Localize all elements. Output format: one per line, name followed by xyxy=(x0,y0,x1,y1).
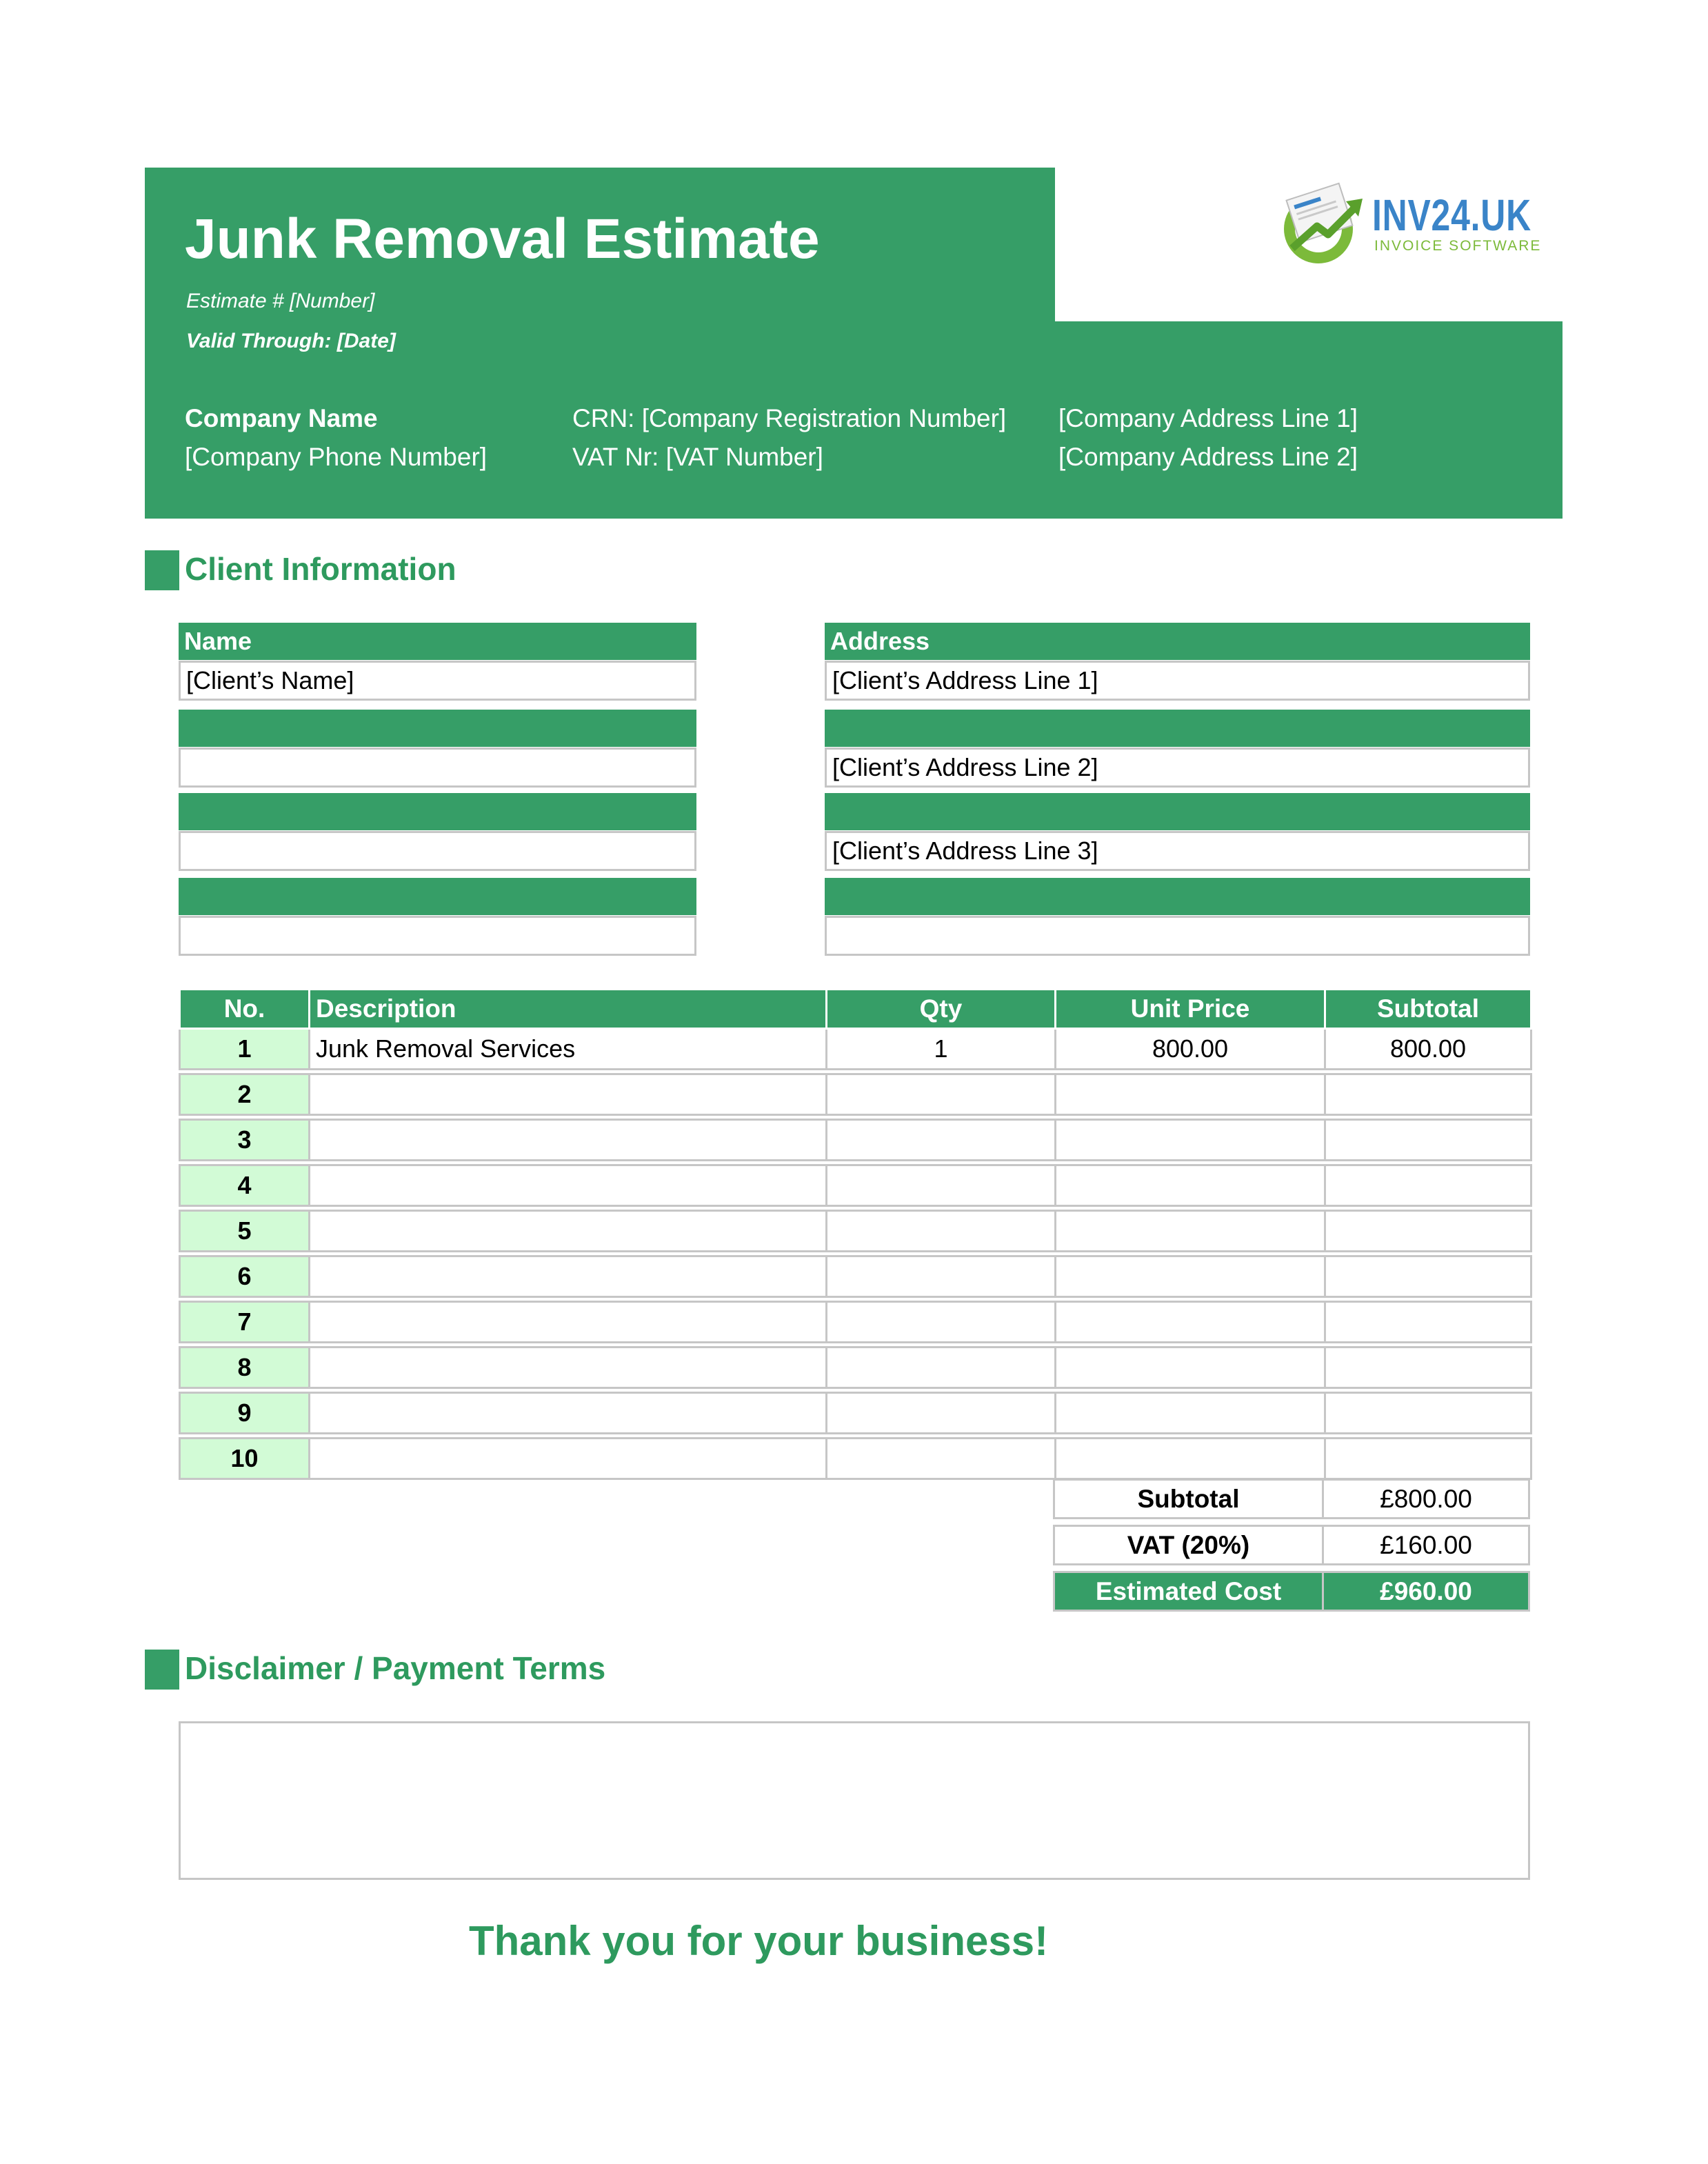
row-spacer-cell xyxy=(180,1252,1531,1256)
client-name-field[interactable] xyxy=(179,661,696,701)
client-field-header xyxy=(179,878,696,915)
client-field[interactable] xyxy=(179,831,696,871)
estimate-number: Estimate # [Number] xyxy=(186,290,375,312)
client-field-header xyxy=(179,710,696,747)
row-unit-price[interactable] xyxy=(1056,1256,1325,1297)
row-description[interactable] xyxy=(310,1439,827,1479)
thank-you-message: Thank you for your business! xyxy=(468,1918,1049,1964)
subtotal-value: £800.00 xyxy=(1322,1479,1530,1519)
row-unit-price[interactable] xyxy=(1056,1120,1325,1161)
logo-wordmark: INV24.UK xyxy=(1372,190,1531,240)
row-qty[interactable] xyxy=(827,1165,1056,1206)
row-spacer xyxy=(180,1297,1531,1302)
row-description[interactable] xyxy=(310,1074,827,1115)
row-qty[interactable] xyxy=(827,1302,1056,1343)
row-subtotal[interactable] xyxy=(1325,1348,1531,1388)
row-number: 6 xyxy=(180,1256,310,1297)
row-number: 10 xyxy=(180,1439,310,1479)
table-row xyxy=(180,1302,1531,1343)
company-address-line-2: [Company Address Line 2] xyxy=(1058,443,1358,471)
client-address-line-1: [Client’s Address Line 1] xyxy=(832,666,1098,694)
row-spacer xyxy=(180,1388,1531,1393)
section-marker xyxy=(145,550,179,590)
client-field-header xyxy=(825,878,1530,915)
row-description[interactable] xyxy=(310,1165,827,1206)
growth-arrow-icon xyxy=(1277,181,1367,265)
row-spacer-cell xyxy=(180,1115,1531,1120)
row-unit-price[interactable]: 800.00 xyxy=(1056,1029,1325,1070)
client-address-line-2-field[interactable] xyxy=(825,748,1530,788)
subtotal-label: Subtotal xyxy=(1053,1479,1324,1519)
row-qty[interactable] xyxy=(827,1256,1056,1297)
company-crn: CRN: [Company Registration Number] xyxy=(572,404,1007,432)
section-marker xyxy=(145,1650,179,1690)
row-number: 1 xyxy=(180,1029,310,1070)
client-field[interactable] xyxy=(179,916,696,956)
col-header-description: Description xyxy=(310,990,827,1029)
row-unit-price[interactable] xyxy=(1056,1348,1325,1388)
client-address-line-1-field[interactable] xyxy=(825,661,1530,701)
row-spacer-cell xyxy=(180,1388,1531,1393)
client-name-label: Name xyxy=(184,627,252,655)
row-subtotal[interactable] xyxy=(1325,1211,1531,1252)
row-spacer-cell xyxy=(180,1206,1531,1211)
table-row xyxy=(180,1029,1531,1070)
row-subtotal[interactable] xyxy=(1325,1165,1531,1206)
row-subtotal[interactable] xyxy=(1325,1302,1531,1343)
row-number: 7 xyxy=(180,1302,310,1343)
client-address-line-3-field[interactable] xyxy=(825,831,1530,871)
row-subtotal[interactable]: 800.00 xyxy=(1325,1029,1531,1070)
table-row xyxy=(180,1074,1531,1115)
logo-tagline: INVOICE SOFTWARE xyxy=(1374,238,1542,254)
client-section-title: Client Information xyxy=(185,551,456,587)
row-number: 8 xyxy=(180,1348,310,1388)
row-unit-price[interactable] xyxy=(1056,1165,1325,1206)
col-header-subtotal: Subtotal xyxy=(1325,990,1531,1029)
row-subtotal[interactable] xyxy=(1325,1256,1531,1297)
row-spacer-cell xyxy=(180,1297,1531,1302)
client-field-header xyxy=(825,793,1530,830)
table-row xyxy=(180,1439,1531,1479)
row-description[interactable] xyxy=(310,1120,827,1161)
row-qty[interactable] xyxy=(827,1211,1056,1252)
row-spacer-cell xyxy=(180,1161,1531,1165)
row-spacer xyxy=(180,1070,1531,1074)
row-number: 9 xyxy=(180,1393,310,1434)
vat-label: VAT (20%) xyxy=(1053,1525,1324,1565)
valid-through: Valid Through: [Date] xyxy=(186,330,396,352)
row-number: 5 xyxy=(180,1211,310,1252)
company-phone: [Company Phone Number] xyxy=(185,443,488,471)
row-spacer-cell xyxy=(180,1343,1531,1348)
client-name-value: [Client’s Name] xyxy=(186,666,354,694)
client-address-label: Address xyxy=(830,627,930,655)
col-header-qty: Qty xyxy=(827,990,1056,1029)
row-spacer-cell xyxy=(180,1434,1531,1439)
row-description[interactable] xyxy=(310,1348,827,1388)
row-qty[interactable] xyxy=(827,1348,1056,1388)
row-description[interactable] xyxy=(310,1211,827,1252)
table-row xyxy=(180,1256,1531,1297)
row-number: 2 xyxy=(180,1074,310,1115)
client-address-header xyxy=(825,623,1530,660)
company-vat: VAT Nr: [VAT Number] xyxy=(572,443,823,471)
row-description[interactable] xyxy=(310,1256,827,1297)
row-description[interactable] xyxy=(310,1302,827,1343)
row-spacer xyxy=(180,1252,1531,1256)
table-header-row xyxy=(180,990,1531,1029)
vat-value: £160.00 xyxy=(1322,1525,1530,1565)
col-header-unit-price: Unit Price xyxy=(1056,990,1325,1029)
client-address-line-3: [Client’s Address Line 3] xyxy=(832,836,1098,865)
terms-section-title: Disclaimer / Payment Terms xyxy=(185,1650,606,1686)
row-spacer xyxy=(180,1161,1531,1165)
row-qty[interactable] xyxy=(827,1120,1056,1161)
row-unit-price[interactable] xyxy=(1056,1393,1325,1434)
row-unit-price[interactable] xyxy=(1056,1074,1325,1115)
table-row xyxy=(180,1393,1531,1434)
row-spacer xyxy=(180,1206,1531,1211)
col-header-no: No. xyxy=(180,990,310,1029)
row-spacer-cell xyxy=(180,1070,1531,1074)
row-subtotal[interactable] xyxy=(1325,1074,1531,1115)
items-table xyxy=(179,988,1530,1480)
client-field[interactable] xyxy=(179,748,696,788)
table-row xyxy=(180,1211,1531,1252)
client-field-header xyxy=(179,793,696,830)
row-qty[interactable] xyxy=(827,1074,1056,1115)
row-spacer xyxy=(180,1434,1531,1439)
company-name: Company Name xyxy=(185,404,378,432)
row-qty[interactable] xyxy=(827,1393,1056,1434)
client-name-header xyxy=(179,623,696,660)
row-subtotal[interactable] xyxy=(1325,1393,1531,1434)
client-field[interactable] xyxy=(825,916,1530,956)
row-subtotal[interactable] xyxy=(1325,1120,1531,1161)
row-unit-price[interactable] xyxy=(1056,1211,1325,1252)
row-qty[interactable]: 1 xyxy=(827,1029,1056,1070)
client-address-line-2: [Client’s Address Line 2] xyxy=(832,753,1098,781)
row-description[interactable]: Junk Removal Services xyxy=(310,1029,827,1070)
page-title: Junk Removal Estimate xyxy=(185,208,820,270)
row-subtotal[interactable] xyxy=(1325,1439,1531,1479)
row-qty[interactable] xyxy=(827,1439,1056,1479)
row-spacer xyxy=(180,1115,1531,1120)
row-number: 4 xyxy=(180,1165,310,1206)
estimated-cost-label: Estimated Cost xyxy=(1053,1571,1324,1612)
client-field-header xyxy=(825,710,1530,747)
company-address-line-1: [Company Address Line 1] xyxy=(1058,404,1358,432)
terms-textbox[interactable] xyxy=(179,1721,1530,1880)
estimated-cost-value: £960.00 xyxy=(1322,1571,1530,1612)
table-row xyxy=(180,1120,1531,1161)
table-row xyxy=(180,1348,1531,1388)
row-number: 3 xyxy=(180,1120,310,1161)
table-row xyxy=(180,1165,1531,1206)
row-description[interactable] xyxy=(310,1393,827,1434)
row-unit-price[interactable] xyxy=(1056,1302,1325,1343)
row-unit-price[interactable] xyxy=(1056,1439,1325,1479)
row-spacer xyxy=(180,1343,1531,1348)
